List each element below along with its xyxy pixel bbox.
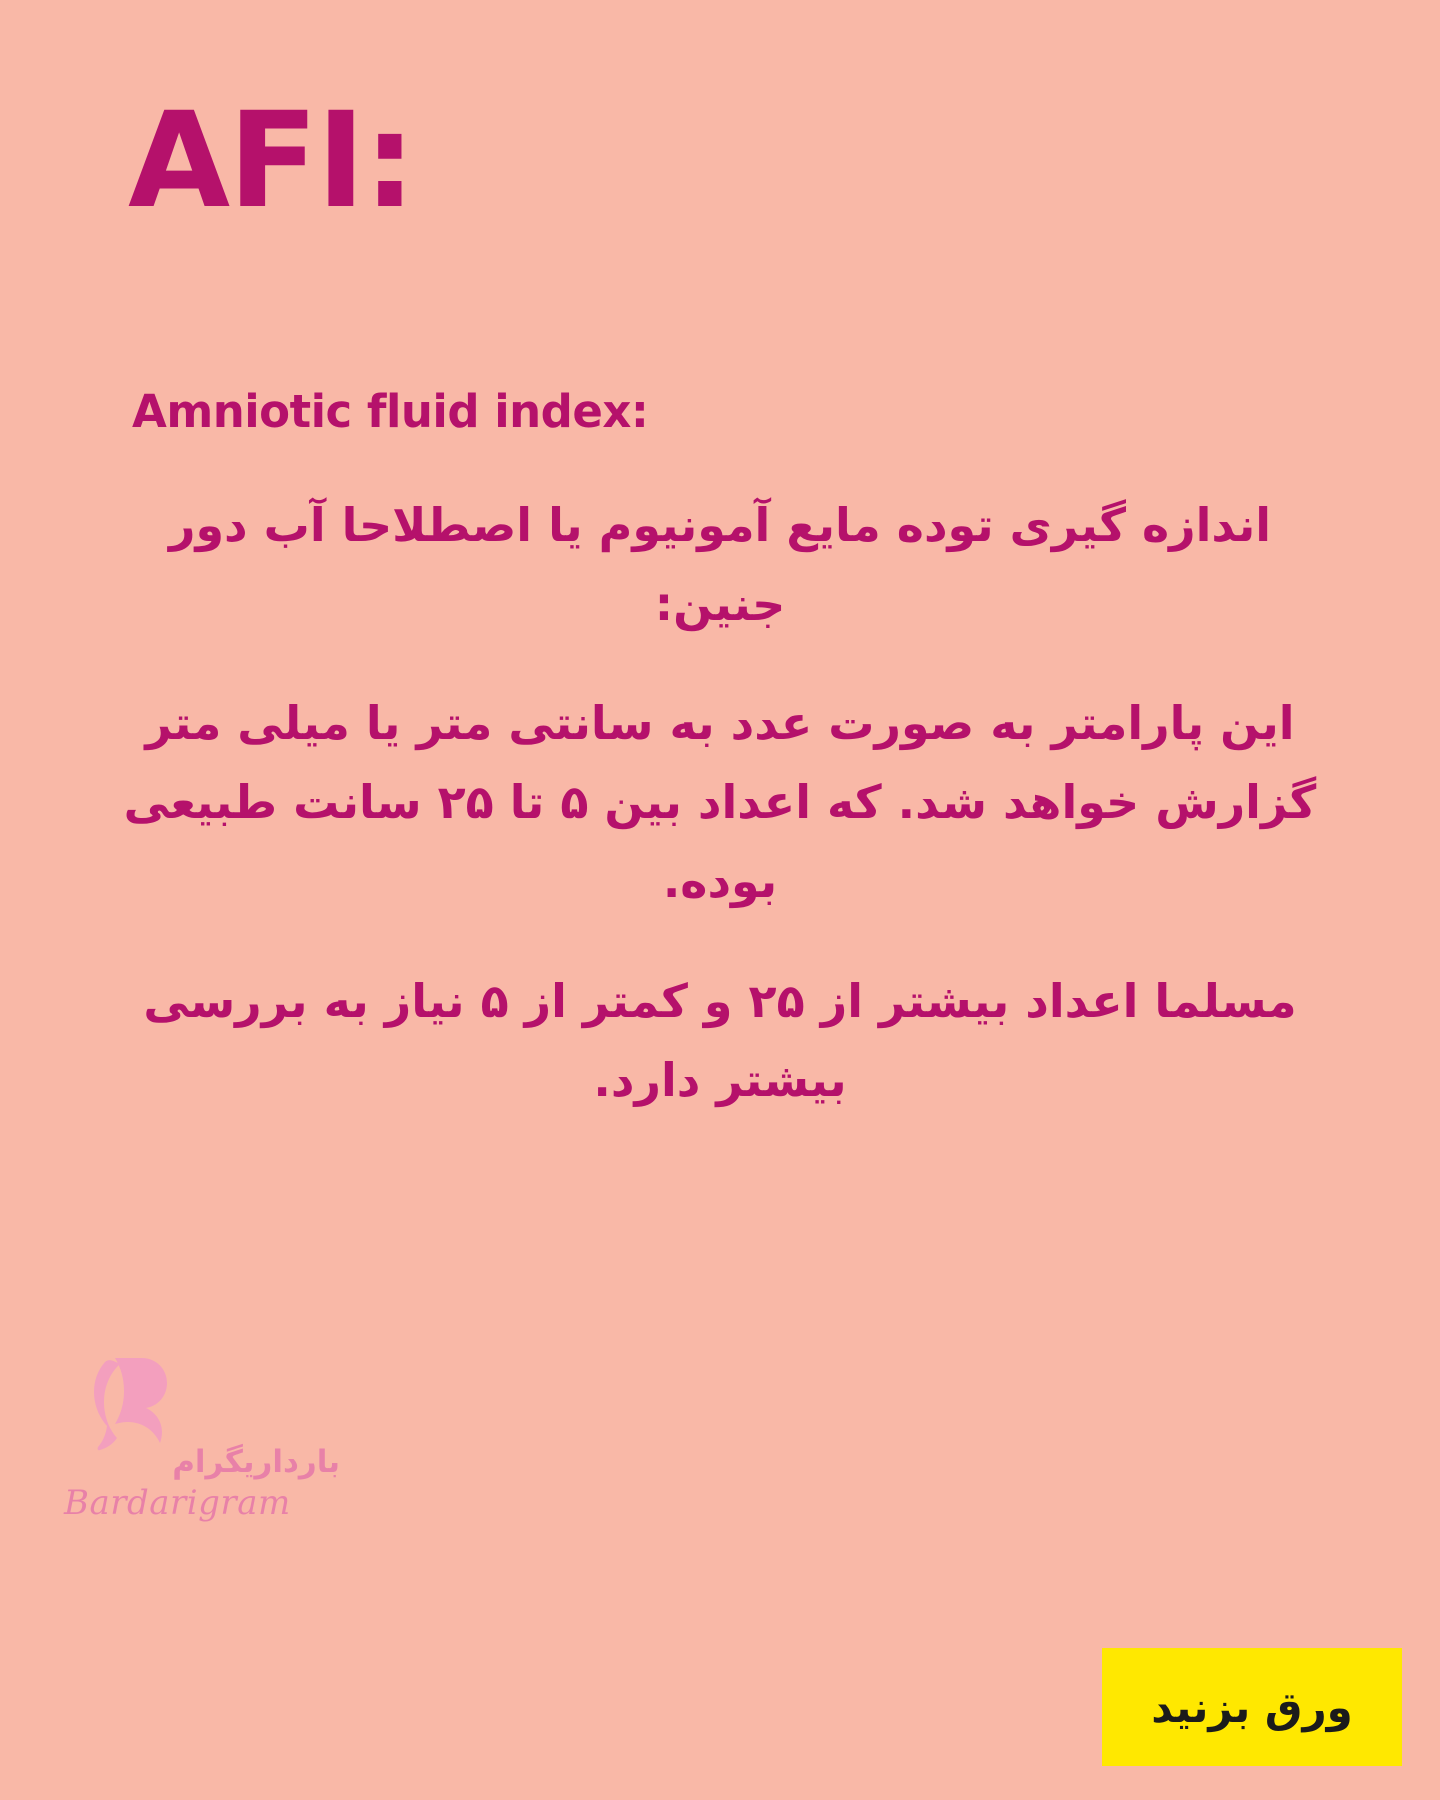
pregnant-woman-logo-icon xyxy=(46,1340,346,1460)
swipe-cta-button[interactable] xyxy=(1102,1648,1402,1766)
swipe-cta-label: ورق بزنید xyxy=(1151,1682,1353,1732)
paragraph-abnormal-range: مسلما اعداد بیشتر از ۲۵ و کمتر از ۵ نیاز به بررسی بیشتر دارد. xyxy=(143,973,1297,1107)
watermark xyxy=(46,1340,346,1530)
paragraph-measurement: این پارامتر به صورت عدد به سانتی متر یا میلی متر گزارش خواهد شد. که اعداد بین ۵ تا ۲۵ سانت طبیعی بوده. xyxy=(123,696,1317,909)
page-title: AFI: xyxy=(128,84,415,238)
watermark-brand-fa: بارداریگرام xyxy=(172,1444,340,1480)
watermark-brand-en: Bardarigram xyxy=(64,1483,291,1523)
subtitle-english: Amniotic fluid index: xyxy=(132,385,649,438)
paragraph-definition: اندازه گیری توده مایع آمونیوم یا اصطلاحا آب دور جنین: xyxy=(168,498,1272,632)
content-block xyxy=(110,385,1330,1154)
